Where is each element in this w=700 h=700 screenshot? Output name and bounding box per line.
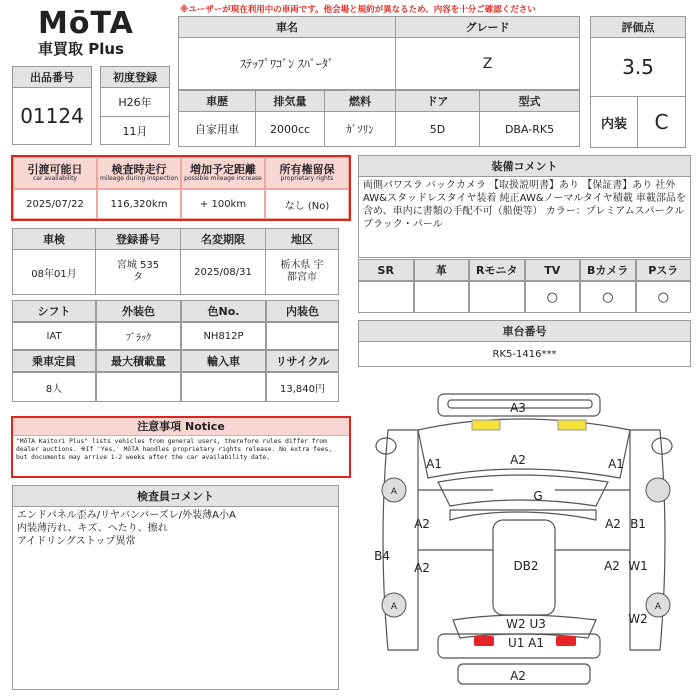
spec-table (12, 300, 339, 402)
option-leather-mark (414, 281, 470, 313)
exterior-color-header: 外装色 (96, 300, 181, 322)
logo-subtitle: 車買取 Plus (38, 40, 124, 58)
model-header: 型式 (479, 90, 580, 112)
fuel-header: 燃料 (324, 90, 396, 112)
avail-rights-header: 所有権留保 proprietary rights (265, 157, 349, 189)
lot-no-header: 出品番号 (12, 66, 92, 88)
color-no-header: 色No. (181, 300, 266, 322)
displacement-value: 2000cc (255, 111, 325, 147)
rear-highlight-right (556, 636, 576, 646)
name-change-value: 2025/08/31 (180, 249, 266, 295)
interior-value: C (637, 96, 686, 148)
caution-text: "MōTA Kaitori Plus" lists vehicles from general users, therefore rules differ from dealer auctions. ※If 'Yes,' MōTA handles proprietary rights release. No extra fees, but documents may arrive 1-2 weeks after the car availability date. (16, 438, 333, 461)
avail-date-header: 引渡可能日 car availability (13, 157, 97, 189)
diagram-label: A2 (510, 669, 526, 683)
diagram-label: A2 (414, 517, 430, 531)
avail-mileage-value: 116,320km (97, 189, 181, 219)
inspector-line: アイドリングストップ異常 (17, 536, 136, 547)
interior-color-value (266, 322, 339, 350)
equipment-text: 両側パワスラ バックカメラ 【取扱説明書】あり 【保証書】あり 社外AW&スタッドレスタイヤ装着 純正AW&ノーマルタイヤ積載 車載部品を含め、車内に書類の手配不可（船便等） カラー：プレミアムスパークルブラック・パール (358, 176, 691, 258)
capacity-value: 8人 (12, 372, 96, 402)
option-pslide-header: Pスラ (636, 259, 692, 281)
exterior-color-value: ﾌﾞﾗｯｸ (96, 322, 181, 350)
diagram-label: A2 (510, 453, 526, 467)
reg-no-value: 宮城 535 タ (95, 249, 181, 295)
displacement-header: 排気量 (255, 90, 325, 112)
inspector-text (12, 506, 339, 690)
diagram-label: A (390, 602, 398, 612)
front-highlight-right (558, 420, 586, 430)
logo (38, 8, 178, 60)
shift-value: IAT (12, 322, 96, 350)
shaken-header: 車検 (12, 228, 96, 250)
inspector-header: 検査員コメント (12, 485, 339, 507)
avail-increase-header: 増加予定距離 possible mileage increase (181, 157, 265, 189)
lot-no-value: 01124 (12, 87, 92, 145)
region-header: 地区 (265, 228, 339, 250)
history-value: 自家用車 (178, 111, 256, 147)
diagram-label: B1 (630, 517, 646, 531)
diagram-label: A1 (608, 457, 624, 471)
score-header: 評価点 (590, 16, 686, 38)
first-reg-month: 11月 (100, 116, 170, 145)
option-bcamera-mark: ○ (580, 281, 636, 313)
diagram-label: G (533, 489, 543, 503)
name-change-header: 名変期限 (180, 228, 266, 250)
recycle-header: リサイクル (266, 350, 339, 372)
diagram-label: W1 (628, 559, 648, 573)
interior-label: 内装 (590, 96, 638, 148)
score-value: 3.5 (590, 37, 686, 97)
diagram-label: B4 (374, 549, 390, 563)
chassis-value: RK5-1416*** (358, 341, 691, 367)
rear-highlight-left (474, 636, 494, 646)
damage-diagram (358, 390, 694, 696)
inspector-line: 内装薄汚れ、キズ、へたり、擦れ (17, 523, 168, 534)
avail-increase-value: + 100km (181, 189, 265, 219)
chassis-header: 車台番号 (358, 320, 691, 342)
diagram-label: A2 (414, 561, 430, 575)
reg-no-header: 登録番号 (95, 228, 181, 250)
diagram-label: A (390, 487, 398, 497)
option-bcamera-header: Bカメラ (580, 259, 636, 281)
shaken-value: 08年01月 (12, 249, 96, 295)
caution-box (11, 416, 351, 478)
doors-header: ドア (395, 90, 480, 112)
availability-box (11, 155, 351, 221)
diagram-label: W2 (628, 612, 648, 626)
diagram-label: A2 (604, 559, 620, 573)
fuel-value: ｶﾞｿﾘﾝ (324, 111, 396, 147)
car-name-header: 車名 (178, 16, 396, 38)
logo-brand: MōTA (38, 6, 134, 41)
grade-header: グレード (395, 16, 580, 38)
option-sr-header: SR (358, 259, 414, 281)
model-value: DBA-RK5 (479, 111, 580, 147)
diagram-label: DB2 (513, 559, 539, 573)
first-reg-year: H26年 (100, 87, 170, 117)
avail-date-value: 2025/07/22 (13, 189, 97, 219)
first-reg-header: 初度登録 (100, 66, 170, 88)
diagram-label: U1 A1 (507, 636, 545, 650)
recycle-value: 13,840円 (266, 372, 339, 402)
max-load-header: 最大積載量 (96, 350, 181, 372)
color-no-value: NH812P (181, 322, 266, 350)
inspector-line: エンドパネル歪み/リヤバンパーズレ/外装薄A小A (17, 510, 236, 521)
import-value (181, 372, 266, 402)
avail-rights-value: なし (No) (265, 189, 349, 219)
interior-color-header: 内装色 (266, 300, 339, 322)
diagram-label: A3 (510, 401, 526, 415)
region-value: 栃木県 宇都宮市 (265, 249, 339, 295)
capacity-header: 乗車定員 (12, 350, 96, 372)
diagram-label: A2 (605, 517, 621, 531)
car-name-value: ｽﾃｯﾌﾟﾜｺﾞﾝ ｽﾊﾟｰﾀﾞ (178, 37, 396, 90)
front-highlight-left (472, 420, 500, 430)
top-notice: ※ユーザーが現在利用中の車両です。他会場と規約が異なるため、内容を十分ご確認ください (180, 5, 536, 15)
options-table (358, 259, 691, 313)
option-sr-mark (358, 281, 414, 313)
option-leather-header: 革 (414, 259, 470, 281)
option-pslide-mark: ○ (636, 281, 692, 313)
shift-header: シフト (12, 300, 96, 322)
option-tv-mark: ○ (525, 281, 581, 313)
caution-title: 注意事項 Notice (13, 418, 349, 436)
diagram-label: A1 (426, 457, 442, 471)
max-load-value (96, 372, 181, 402)
equipment-header: 装備コメント (358, 155, 691, 177)
option-rmonitor-header: Rモニタ (469, 259, 525, 281)
option-tv-header: TV (525, 259, 581, 281)
doors-value: 5D (395, 111, 480, 147)
diagram-label: A (654, 602, 662, 612)
avail-mileage-header: 検査時走行 mileage during inspection (97, 157, 181, 189)
grade-value: Z (395, 37, 580, 90)
import-header: 輸入車 (181, 350, 266, 372)
option-rmonitor-mark (469, 281, 525, 313)
history-header: 車歴 (178, 90, 256, 112)
diagram-label: W2 U3 (506, 617, 546, 631)
